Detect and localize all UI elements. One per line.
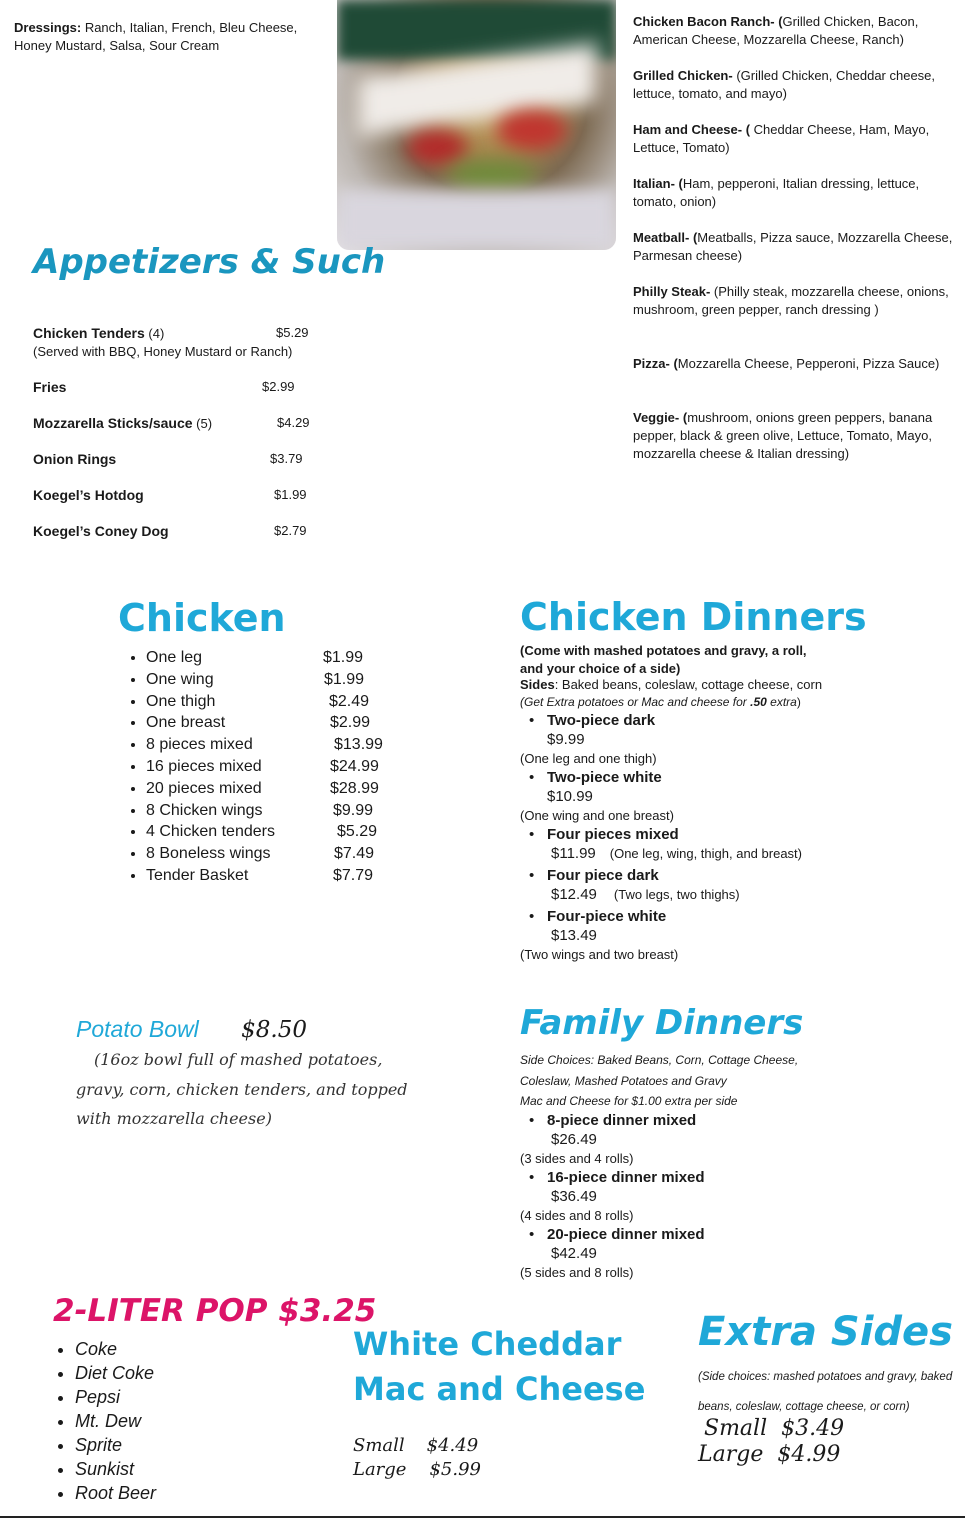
list-item: • One thigh $2.49 bbox=[146, 691, 406, 713]
appetizer-price: $5.29 bbox=[276, 325, 309, 340]
mac-title: White Cheddar Mac and Cheese bbox=[353, 1325, 646, 1408]
dressings bbox=[14, 19, 314, 55]
sandwich-item: Veggie- (mushroom, onions green peppers, banana pepper, black & green olive, Lettuce, Tomato, Mayo, mozzarella cheese & Italian dressing) bbox=[633, 410, 933, 461]
list-item: • 16 pieces mixed $24.99 bbox=[146, 756, 406, 778]
list-item: • 8 Chicken wings $9.99 bbox=[146, 800, 406, 822]
dinner-item: • Four pieces mixed $11.99 (One leg, wing, thigh, and breast) bbox=[529, 826, 802, 862]
chicken-dinners-sides: Sides: Baked beans, coleslaw, cottage cheese, corn bbox=[520, 677, 823, 692]
chicken-list bbox=[146, 647, 406, 887]
list-item: • Mt. Dew bbox=[75, 1409, 156, 1433]
potato-bowl-price: $8.50 bbox=[241, 1017, 307, 1043]
family-item: • 8-piece dinner mixed $26.49 bbox=[529, 1112, 697, 1148]
dinner-note: (Two wings and two breast) bbox=[520, 947, 679, 962]
appetizer-price: $4.29 bbox=[277, 415, 310, 430]
appetizer-price: $2.99 bbox=[262, 379, 295, 394]
chicken-dinners-extra: (Get Extra potatoes or Mac and cheese for .50 extra) bbox=[520, 695, 801, 709]
dinner-note: (One wing and one breast) bbox=[520, 808, 674, 823]
potato-bowl-title: Potato Bowl bbox=[76, 1016, 199, 1042]
mac-prices: Small $4.49 Large $5.99 bbox=[353, 1435, 481, 1480]
sandwich-item: Philly Steak- (Philly steak, mozzarella cheese, onions, mushroom, green pepper, ranch dressing ) bbox=[633, 284, 949, 317]
extra-sides-note: (Side choices: mashed potatoes and gravy, baked beans, coleslaw, cottage cheese, or corn) bbox=[698, 1371, 953, 1413]
list-item: • Diet Coke bbox=[75, 1361, 156, 1385]
list-item: • Tender Basket $7.79 bbox=[146, 865, 406, 887]
appetizer-price: $1.99 bbox=[274, 487, 307, 502]
chicken-dinners-title: Chicken Dinners bbox=[520, 595, 867, 639]
appetizer-note: (Served with BBQ, Honey Mustard or Ranch) bbox=[33, 344, 293, 359]
sandwich-item: Pizza- (Mozzarella Cheese, Pepperoni, Pizza Sauce) bbox=[633, 356, 940, 371]
family-note: (4 sides and 8 rolls) bbox=[520, 1208, 634, 1223]
bottom-divider bbox=[0, 1516, 965, 1518]
list-item: • Pepsi bbox=[75, 1385, 156, 1409]
dinner-item: • Four piece dark $12.49 (Two legs, two thighs) bbox=[529, 867, 740, 903]
list-item: • Root Beer bbox=[75, 1481, 156, 1505]
sandwich-item: Italian- (Ham, pepperoni, Italian dressing, lettuce, tomato, onion) bbox=[633, 176, 920, 209]
appetizer-item: Koegel’s Hotdog $1.99 bbox=[33, 487, 307, 503]
list-item: • Coke bbox=[75, 1337, 156, 1361]
chicken-dinners-intro: (Come with mashed potatoes and gravy, a roll, and your choice of a side) bbox=[520, 643, 807, 676]
list-item: • 8 Boneless wings $7.49 bbox=[146, 843, 406, 865]
appetizer-item: Mozzarella Sticks/sauce (5) $4.29 bbox=[33, 415, 310, 431]
list-item: • 20 pieces mixed $28.99 bbox=[146, 778, 406, 800]
list-item: • 8 pieces mixed $13.99 bbox=[146, 734, 406, 756]
family-note: (3 sides and 4 rolls) bbox=[520, 1151, 634, 1166]
list-item: • Sprite bbox=[75, 1433, 156, 1457]
dinner-note: (One leg and one thigh) bbox=[520, 751, 657, 766]
sandwich-item: Grilled Chicken- (Grilled Chicken, Cheddar cheese, lettuce, tomato, and mayo) bbox=[633, 68, 936, 101]
pop-list bbox=[75, 1337, 156, 1505]
appetizer-price: $3.79 bbox=[270, 451, 303, 466]
extra-sides-prices: Small $3.49 Large $4.99 bbox=[698, 1416, 845, 1467]
extra-sides-title: Extra Sides bbox=[698, 1309, 953, 1355]
pop-title: 2-LITER POP $3.25 bbox=[53, 1293, 377, 1329]
appetizers-title: Appetizers & Such bbox=[33, 242, 386, 282]
potato-bowl-desc: (16oz bowl full of mashed potatoes, gravy, corn, chicken tenders, and topped with mozzarella cheese) bbox=[76, 1050, 408, 1128]
sandwich-item: Meatball- (Meatballs, Pizza sauce, Mozzarella Cheese, Parmesan cheese) bbox=[633, 230, 953, 263]
list-item: • One breast $2.99 bbox=[146, 712, 406, 734]
family-item: • 16-piece dinner mixed $36.49 bbox=[529, 1169, 705, 1205]
list-item: • One wing $1.99 bbox=[146, 669, 406, 691]
sandwich-item: Ham and Cheese- ( Cheddar Cheese, Ham, Mayo, Lettuce, Tomato) bbox=[633, 122, 930, 155]
dinner-item: • Four-piece white $13.49 bbox=[529, 908, 667, 944]
potato-bowl-header bbox=[76, 1016, 307, 1043]
dressings-text: Ranch, Italian, French, Bleu Cheese, Honey Mustard, Salsa, Sour Cream bbox=[14, 20, 298, 53]
appetizer-price: $2.79 bbox=[274, 523, 307, 538]
appetizer-item: Fries $2.99 bbox=[33, 379, 295, 395]
dinner-item: • Two-piece dark $9.99 bbox=[529, 712, 656, 748]
family-dinners-title: Family Dinners bbox=[520, 1003, 804, 1043]
list-item: • One leg $1.99 bbox=[146, 647, 406, 669]
family-item: • 20-piece dinner mixed $42.49 bbox=[529, 1226, 705, 1262]
chicken-title: Chicken bbox=[118, 596, 286, 640]
family-side-choices: Side Choices: Baked Beans, Corn, Cottage Cheese, Coleslaw, Mashed Potatoes and Gravy Mac and Cheese for $1.00 extra per side bbox=[520, 1053, 799, 1108]
appetizer-item: Chicken Tenders (4) $5.29 (Served with BBQ, Honey Mustard or Ranch) bbox=[33, 325, 309, 359]
appetizer-item: Onion Rings $3.79 bbox=[33, 451, 303, 467]
dressings-label: Dressings: bbox=[14, 20, 82, 35]
list-item: • Sunkist bbox=[75, 1457, 156, 1481]
sandwich-photo bbox=[337, 0, 616, 250]
appetizer-item: Koegel’s Coney Dog $2.79 bbox=[33, 523, 307, 539]
dinner-item: • Two-piece white $10.99 bbox=[529, 769, 662, 805]
family-note: (5 sides and 8 rolls) bbox=[520, 1265, 634, 1280]
sandwich-item: Chicken Bacon Ranch- (Grilled Chicken, Bacon, American Cheese, Mozzarella Cheese, Ranch) bbox=[633, 14, 919, 47]
list-item: • 4 Chicken tenders $5.29 bbox=[146, 821, 406, 843]
